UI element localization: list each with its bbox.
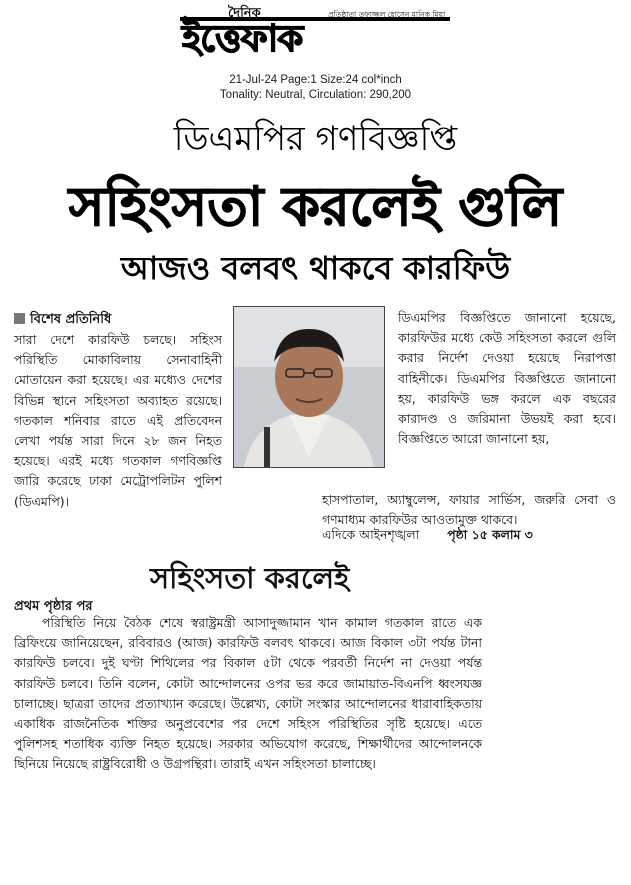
article-photo — [233, 306, 385, 468]
masthead-small-title: দৈনিক — [228, 6, 261, 21]
continuation-headline: সহিংসতা করলেই — [150, 561, 350, 595]
continuation-from-page: প্রথম পৃষ্ঠার পর — [14, 599, 93, 614]
continued-jump: পৃষ্ঠা ১৫ কলাম ৩ — [447, 527, 533, 542]
article-left-column: সারা দেশে কারফিউ চলছে। সহিংস পরিস্থিতি মোকাবিলায় সেনাবাহিনী মোতায়েন করা হয়েছে। এর মধ্যেও দেশের বিভিন্ন স্থানে সহিংসতা অব্যাহত রয়েছে। গতকাল শনিবার রাতে এই প্রতিবেদন লেখা পর্যন্ত সারা দিনে ২৮ জন নিহত হয়েছে। এরই মধ্যে গতকাল গণবিজ্ঞপ্তি জারি করেছে ঢাকা মেট্রোপলিটন পুলিশ (ডিএমপি)। — [14, 332, 222, 509]
clip-meta-tonality: Tonality: Neutral, Circulation: 290,200 — [219, 89, 412, 101]
last-line-text: এদিকে আইনশৃঙ্খলা — [322, 527, 420, 542]
byline — [14, 310, 111, 331]
masthead-tagline: প্রতিষ্ঠাতা তফাজ্জল হোসেন মানিক মিয়া — [328, 10, 446, 19]
byline-square-icon — [14, 313, 25, 324]
article-right-column: ডিএমপির বিজ্ঞপ্তিতে জানানো হয়েছে, কারফিউর মধ্যে কেউ সহিংসতা করলে গুলি করার নির্দেশ দেওয়া হয়েছে নিরাপত্তা বাহিনীকে। ডিএমপির বিজ্ঞপ্তিতে জানানো হয়, কারফিউ ভঙ্গ করলে এক বছরের কারাদণ্ড ও জরিমানা উভয়ই করা হবে। বিজ্ঞপ্তিতে আরো জানানো হয়, — [398, 310, 616, 447]
masthead-logo: ইত্তেফাক — [182, 17, 303, 60]
portrait-illustration — [234, 307, 384, 467]
byline-text: বিশেষ প্রতিনিধি — [30, 312, 112, 327]
article-last-line — [322, 527, 622, 547]
article-subhead: আজও বলবৎ থাকবে কারফিউ — [120, 249, 511, 287]
article-right-column-wide: হাসপাতাল, অ্যাম্বুলেন্স, ফায়ার সার্ভিস, জরুরি সেবা ও গণমাধ্যম কারফিউর আওতামুক্ত থাকবে। — [322, 492, 616, 528]
continuation-body: পরিস্থিতি নিয়ে বৈঠক শেষে স্বরাষ্ট্রমন্ত্রী আসাদুজ্জামান খান কামাল গতকাল রাতে এক ব্রিফিংয়ে জানিয়েছেন, রবিবারও (আজ) কারফিউ বলবৎ থাকবে। আজ বিকাল ৩টা পর্যন্ত টানা কারফিউ চলবে। দুই ঘণ্টা শিথিলের পর বিকাল ৫টা থেকে পরবর্তী নির্দেশ না দেওয়া পর্যন্ত কারফিউ চলবে। তিনি বলেন, কোটা আন্দোলনের ওপর ভর করে জামায়াত-বিএনপি ধ্বংসযজ্ঞ চালাচ্ছে। ছাত্ররা তাদের প্রত্যাখ্যান করেছে। উল্লেখ্য, কোটা সংস্কার আন্দোলনের ধারাবাহিকতায় একাধিক রাজনৈতিক শক্তির অনুপ্রবেশের পর দেশে সহিংস পরিস্থিতির সৃষ্টি হয়েছে। এতে পুলিশসহ শতাধিক ব্যক্তি নিহত হয়েছে। সরকার অভিযোগ করেছে, শিক্ষার্থীদের আন্দোলনকে ছিনিয়ে নিয়েছে রাষ্ট্রবিরোধী ও উগ্রপন্থিরা। তারাই এখন সহিংসতা চালাচ্ছে। — [14, 615, 482, 772]
clip-meta-date: 21-Jul-24 Page:1 Size:24 col*inch — [229, 74, 402, 86]
article-kicker: ডিএমপির গণবিজ্ঞপ্তি — [173, 119, 458, 159]
article-headline: সহিংসতা করলেই গুলি — [68, 175, 563, 238]
